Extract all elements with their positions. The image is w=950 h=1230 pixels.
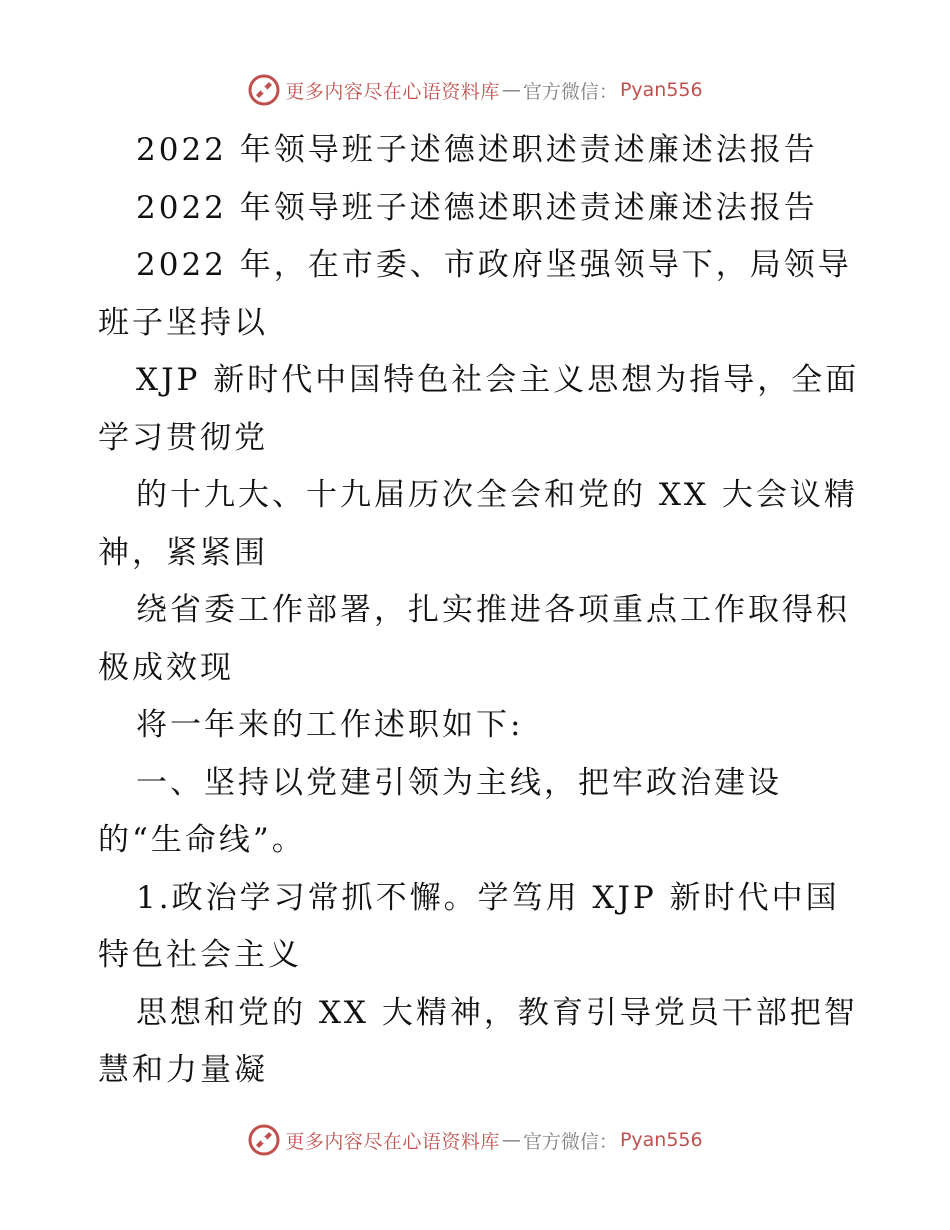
body-line: 极成效现	[98, 649, 234, 686]
body-line: 2022 年领导班子述德述职述责述廉述法报告	[136, 132, 818, 168]
body-line: XJP 新时代中国特色社会主义思想为指导，全面	[136, 362, 860, 398]
body-line: 思想和党的 XX 大精神，教育引导党员干部把智	[136, 994, 858, 1031]
watermark-brand: 更多内容尽在心语资料库	[285, 80, 500, 103]
watermark-dash: —	[501, 79, 521, 101]
watermark-brand: 更多内容尽在心语资料库	[285, 1130, 500, 1153]
body-line: 一、坚持以党建引领为主线，把牢政治建设	[136, 764, 782, 801]
body-line: 学习贯彻党	[98, 419, 268, 456]
document-body	[98, 122, 858, 1100]
footer-watermark	[0, 1120, 950, 1160]
body-line: 慧和力量凝	[98, 1052, 268, 1088]
body-line: 的十九大、十九届历次全会和党的 XX 大会议精	[136, 477, 858, 513]
header-watermark	[0, 70, 950, 110]
watermark-label: 官方微信：	[522, 1130, 618, 1153]
body-line: 特色社会主义	[98, 937, 302, 973]
watermark-id: Pyan556	[619, 1129, 703, 1151]
body-line: 2022 年领导班子述德述职述责述廉述法报告	[136, 189, 818, 226]
body-line: 2022 年，在市委、市政府坚强领导下，局领导	[136, 247, 852, 283]
body-line: 1.政治学习常抓不懈。学笃用 XJP 新时代中国	[136, 879, 840, 916]
watermark-dash: —	[501, 1129, 521, 1151]
body-line: 神，紧紧围	[98, 534, 268, 571]
body-line: 班子坚持以	[98, 304, 268, 341]
watermark-id: Pyan556	[619, 79, 703, 101]
watermark-label: 官方微信：	[522, 80, 618, 103]
body-line: 将一年来的工作述职如下:	[136, 707, 524, 743]
brand-logo-icon	[247, 73, 281, 107]
body-line: 绕省委工作部署，扎实推进各项重点工作取得积	[136, 592, 850, 628]
body-line: 的“生命线”。	[98, 822, 306, 858]
brand-logo-icon	[247, 1123, 281, 1157]
